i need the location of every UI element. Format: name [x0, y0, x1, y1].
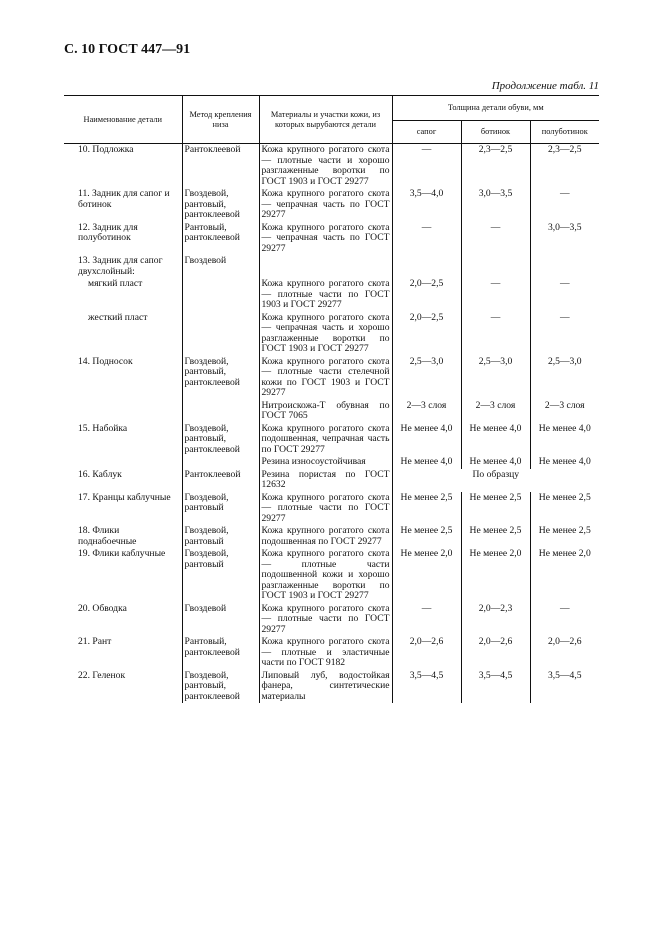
thickness-polubotinok: — [530, 603, 599, 637]
thickness-polubotinok [530, 255, 599, 278]
fastening-method: Гвоздевой [182, 603, 259, 637]
fastening-method [182, 278, 259, 312]
material: Кожа крупного рогатого скота — плотные части по ГОСТ 29277 [261, 602, 390, 635]
thickness-sapog: 2,0—2,6 [392, 636, 461, 670]
part-name [64, 456, 182, 469]
thickness-polubotinok: 2,0—2,6 [530, 636, 599, 670]
thickness-botinok: 2,5—3,0 [461, 356, 530, 400]
table-row [64, 222, 599, 256]
thickness-botinok: 2,0—2,6 [461, 636, 530, 670]
fastening-method: Гвоздевой [182, 255, 259, 278]
part-name: жесткий пласт [88, 311, 148, 323]
material: Кожа крупного рогатого скота — чепрачная часть по ГОСТ 29277 [261, 221, 390, 254]
thickness-polubotinok: Не менее 4,0 [530, 423, 599, 457]
material: Кожа крупного рогатого скота — плотные части и хорошо разглаженные воротки по ГОСТ 1903 и ГОСТ 29277 [261, 144, 390, 187]
thickness-botinok: 3,0—3,5 [461, 188, 530, 222]
column-header-thickness: Толщина детали обуви, мм [392, 96, 599, 121]
part-name: 17. Кранцы каблучные [78, 491, 171, 503]
table-row [64, 525, 599, 548]
fastening-method: Рантоклеевой [182, 144, 259, 189]
thickness-botinok: — [461, 222, 530, 256]
fastening-method [182, 312, 259, 356]
column-header-materials: Материалы и участки кожи, из которых вырубаются детали [259, 96, 392, 144]
material: Кожа крупного рогатого скота — чепрачная часть и хорошо разглаженные воротки по ГОСТ 1903 и ГОСТ 29277 [261, 311, 390, 354]
column-header-botinok: ботинок [461, 121, 530, 144]
thickness-sapog: Не менее 2,0 [392, 548, 461, 603]
thickness-sapog: — [392, 603, 461, 637]
table-row [64, 400, 599, 423]
column-header-method: Метод крепления низа [182, 96, 259, 144]
part-name: 10. Подложка [78, 144, 134, 155]
thickness-sapog: 2,0—2,5 [392, 312, 461, 356]
thickness-sapog: 2—3 слоя [392, 400, 461, 423]
thickness-sapog: — [392, 222, 461, 256]
material: Липовый луб, водостойкая фанера, синтетические материалы [261, 669, 390, 702]
table-row [64, 670, 599, 704]
thickness-polubotinok: — [530, 312, 599, 356]
part-name: 16. Каблук [78, 468, 122, 480]
table-row [64, 548, 599, 603]
part-name: 15. Набойка [78, 422, 128, 434]
fastening-method: Гвоздевой, рантовый, рантоклеевой [182, 670, 259, 704]
thickness-sapog: 2,5—3,0 [392, 356, 461, 400]
fastening-method: Рантовый, рантоклеевой [182, 222, 259, 256]
part-name: мягкий пласт [88, 278, 143, 289]
thickness-sapog: 3,5—4,0 [392, 188, 461, 222]
thickness-polubotinok: Не менее 2,0 [530, 548, 599, 603]
thickness-all-types: По образцу [392, 469, 599, 492]
thickness-botinok: Не менее 2,5 [461, 525, 530, 548]
thickness-polubotinok: Не менее 2,5 [530, 492, 599, 526]
part-name: 11. Задник для сапог и ботинок [78, 188, 170, 210]
table-row [64, 636, 599, 670]
material: Кожа крупного рогатого скота — плотные части по ГОСТ 1903 и ГОСТ 29277 [261, 278, 390, 310]
fastening-method [182, 400, 259, 423]
thickness-botinok: Не менее 4,0 [461, 456, 530, 469]
thickness-botinok: 2—3 слоя [461, 400, 530, 423]
fastening-method: Гвоздевой, рантовый, рантоклеевой [182, 423, 259, 457]
table-row [64, 469, 599, 492]
thickness-sapog [392, 255, 461, 278]
material [259, 255, 392, 278]
part-name [64, 400, 182, 423]
thickness-botinok: — [461, 312, 530, 356]
thickness-polubotinok: 2,5—3,0 [530, 356, 599, 400]
part-name: 20. Обводка [78, 602, 127, 614]
fastening-method: Гвоздевой, рантовый [182, 492, 259, 526]
table-row [64, 144, 599, 189]
page-header: С. 10 ГОСТ 447—91 [64, 42, 191, 57]
thickness-polubotinok: Не менее 2,5 [530, 525, 599, 548]
table-row [64, 423, 599, 457]
thickness-botinok: 2,3—2,5 [461, 144, 530, 189]
fastening-method: Гвоздевой, рантовый [182, 525, 259, 548]
table-row [64, 188, 599, 222]
column-header-sapog: сапог [392, 121, 461, 144]
table-row [64, 603, 599, 637]
thickness-polubotinok: 3,5—4,5 [530, 670, 599, 704]
thickness-botinok: Не менее 2,5 [461, 492, 530, 526]
part-name: 21. Рант [78, 636, 112, 647]
part-name: 22. Геленок [78, 669, 126, 681]
thickness-botinok [461, 255, 530, 278]
thickness-sapog: Не менее 4,0 [392, 456, 461, 469]
fastening-method: Гвоздевой, рантовый, рантоклеевой [182, 188, 259, 222]
thickness-polubotinok: — [530, 278, 599, 312]
thickness-polubotinok: Не менее 4,0 [530, 456, 599, 469]
material: Кожа крупного рогатого скота — плотные части стелечной кожи по ГОСТ 1903 и ГОСТ 29277 [261, 355, 390, 398]
parts-thickness-table [64, 95, 599, 703]
thickness-sapog: — [392, 144, 461, 189]
material: Кожа крупного рогатого скота — плотные части подошвенной кожи и хорошо разглаженные воротки по ГОСТ 1903 и ГОСТ 29277 [261, 548, 390, 601]
material: Кожа крупного рогатого скота — плотные и эластичные части по ГОСТ 9182 [261, 636, 390, 668]
table-row [64, 278, 599, 312]
part-name: 13. Задник для сапог двухслойный: [78, 255, 163, 277]
part-name: 19. Флики каблучные [78, 548, 166, 559]
thickness-sapog: Не менее 2,5 [392, 525, 461, 548]
material: Кожа крупного рогатого скота подошвенная, чепрачная часть по ГОСТ 29277 [261, 422, 390, 455]
thickness-polubotinok: 2—3 слоя [530, 400, 599, 423]
table-row [64, 456, 599, 469]
thickness-botinok: — [461, 278, 530, 312]
thickness-botinok: Не менее 2,0 [461, 548, 530, 603]
fastening-method: Рантоклеевой [182, 469, 259, 492]
fastening-method: Рантовый, рантоклеевой [182, 636, 259, 670]
material: Резина износоустойчивая [261, 456, 366, 467]
thickness-sapog: 2,0—2,5 [392, 278, 461, 312]
thickness-botinok: 3,5—4,5 [461, 670, 530, 704]
thickness-polubotinok: 3,0—3,5 [530, 222, 599, 256]
material: Нитроискожа-Т обувная по ГОСТ 7065 [261, 399, 390, 421]
thickness-sapog: Не менее 4,0 [392, 423, 461, 457]
fastening-method [182, 456, 259, 469]
column-header-name: Наименование детали [64, 96, 182, 144]
material: Кожа крупного рогатого скота — плотные части по ГОСТ 29277 [261, 491, 390, 524]
table-row [64, 312, 599, 356]
table-row [64, 492, 599, 526]
fastening-method: Гвоздевой, рантовый [182, 548, 259, 603]
thickness-botinok: Не менее 4,0 [461, 423, 530, 457]
part-name: 18. Флики поднабоечные [78, 525, 137, 547]
thickness-sapog: Не менее 2,5 [392, 492, 461, 526]
material: Кожа крупного рогатого скота подошвенная по ГОСТ 29277 [261, 525, 390, 547]
column-header-polubotinok: полуботинок [530, 121, 599, 144]
part-name: 14. Подносок [78, 355, 133, 367]
thickness-botinok: 2,0—2,3 [461, 603, 530, 637]
part-name: 12. Задник для полуботинок [78, 221, 138, 243]
table-row [64, 255, 599, 278]
material: Кожа крупного рогатого скота — чепрачная часть по ГОСТ 29277 [261, 188, 390, 220]
material: Резина пористая по ГОСТ 12632 [261, 468, 390, 490]
table-row [64, 356, 599, 400]
thickness-polubotinok: 2,3—2,5 [530, 144, 599, 189]
thickness-sapog: 3,5—4,5 [392, 670, 461, 704]
thickness-polubotinok: — [530, 188, 599, 222]
fastening-method: Гвоздевой, рантовый, рантоклеевой [182, 356, 259, 400]
table-continuation-label: Продолжение табл. 11 [491, 80, 599, 92]
